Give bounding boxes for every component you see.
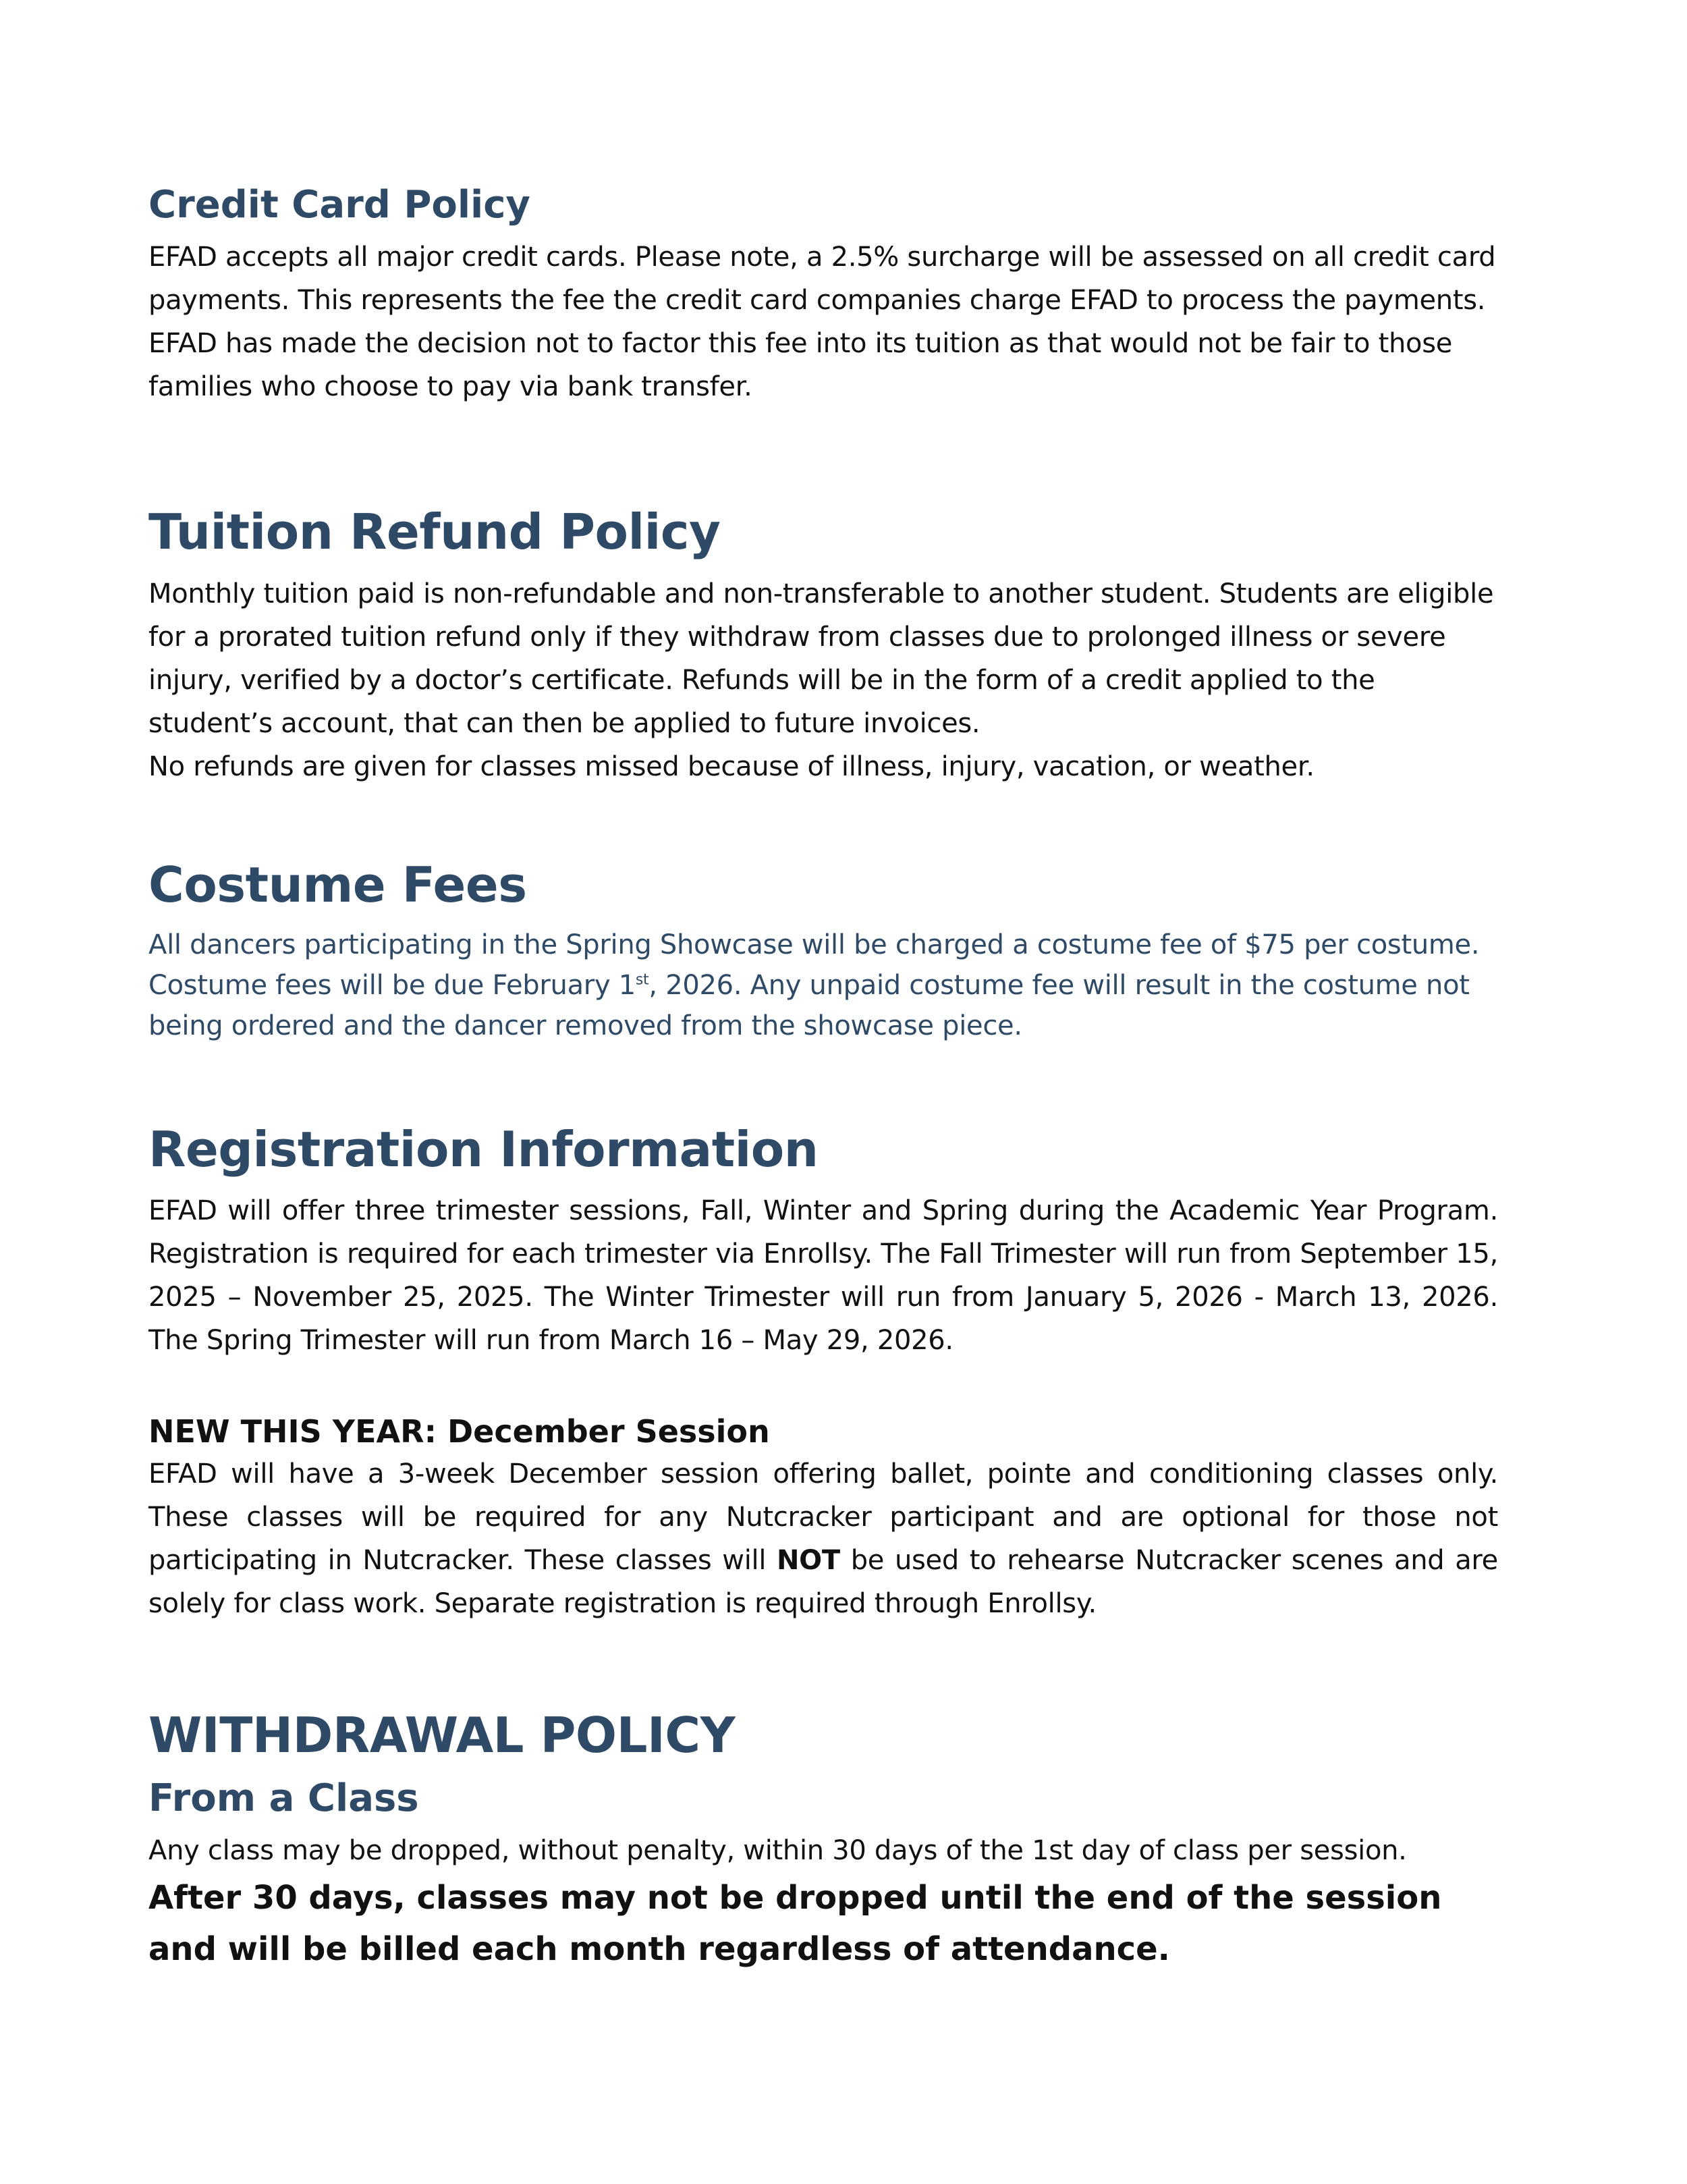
- december-session-text: [148, 1452, 1498, 1625]
- december-session-heading: NEW THIS YEAR: December Session: [148, 1413, 770, 1450]
- credit-card-policy-text: EFAD accepts all major credit cards. Please note, a 2.5% surcharge will be assessed on all credit card payments. This represents the fee the credit card companies charge EFAD to process the payments. EFAD has made the decision not to factor this fee into its tuition as that would not be fair to those families who choose to pay via bank transfer.: [148, 242, 1496, 403]
- costume-fees-text: [148, 925, 1498, 1046]
- withdrawal-policy-section: [148, 1706, 1498, 1975]
- withdrawal-policy-heading: WITHDRAWAL POLICY: [148, 1707, 736, 1764]
- policy-document: [148, 182, 1498, 1975]
- registration-information-heading: Registration Information: [148, 1120, 819, 1178]
- credit-card-policy-section: [148, 182, 1498, 408]
- december-session-emphasis: NOT: [777, 1545, 840, 1577]
- from-a-class-subheading: From a Class: [148, 1776, 419, 1820]
- costume-fees-text-part1: All dancers participating in the Spring Showcase will be charged a costume fee of $75 per costume. Costume fees will be due February 1: [148, 929, 1480, 1001]
- december-session-section: [148, 1412, 1498, 1625]
- costume-fees-text-part2: , 2026. Any unpaid costume fee will result in the costume not being ordered and the dancer removed from the showcase piece.: [148, 969, 1470, 1041]
- december-session-text-part2: be used to rehearse Nutcracker scenes and are solely for class work. Separate registration is required through Enrollsy.: [148, 1545, 1498, 1620]
- costume-fees-heading: Costume Fees: [148, 856, 527, 913]
- registration-information-section: [148, 1120, 1498, 1362]
- tuition-refund-policy-text: Monthly tuition paid is non-refundable and non-transferable to another student. Students are eligible for a prorated tuition refund only if they withdraw from classes due to prolonged illness or severe injury, verified by a doctor’s certificate. Refunds will be in the form of a credit applied to the student’s account, that can then be applied to future invoices.: [148, 578, 1494, 739]
- december-session-text-part1: EFAD will have a 3-week December session offering ballet, pointe and conditioning classes only. These classes will be required for any Nutcracker participant and are optional for those not participating in Nutcracker. These classes will: [148, 1458, 1498, 1577]
- withdrawal-policy-text: Any class may be dropped, without penalty, within 30 days of the 1st day of class per session.: [148, 1834, 1407, 1866]
- costume-fees-section: [148, 856, 1498, 1046]
- tuition-refund-no-refunds-text: No refunds are given for classes missed because of illness, injury, vacation, or weather.: [148, 750, 1315, 782]
- costume-fees-ordinal-suffix: st: [635, 971, 649, 989]
- tuition-refund-policy-section: [148, 503, 1498, 788]
- registration-information-text: EFAD will offer three trimester sessions, Fall, Winter and Spring during the Academic Year Program. Registration is required for each trimester via Enrollsy. The Fall Trimester will run from September 15, 2025 – November 25, 2025. The Winter Trimester will run from January 5, 2026 - March 13, 2026. The Spring Trimester will run from March 16 – May 29, 2026.: [148, 1195, 1498, 1357]
- credit-card-policy-heading: Credit Card Policy: [148, 183, 530, 227]
- withdrawal-policy-bold-text: After 30 days, classes may not be dropped until the end of the session and will be billed each month regardless of attendance.: [148, 1878, 1442, 1968]
- tuition-refund-policy-heading: Tuition Refund Policy: [148, 503, 721, 561]
